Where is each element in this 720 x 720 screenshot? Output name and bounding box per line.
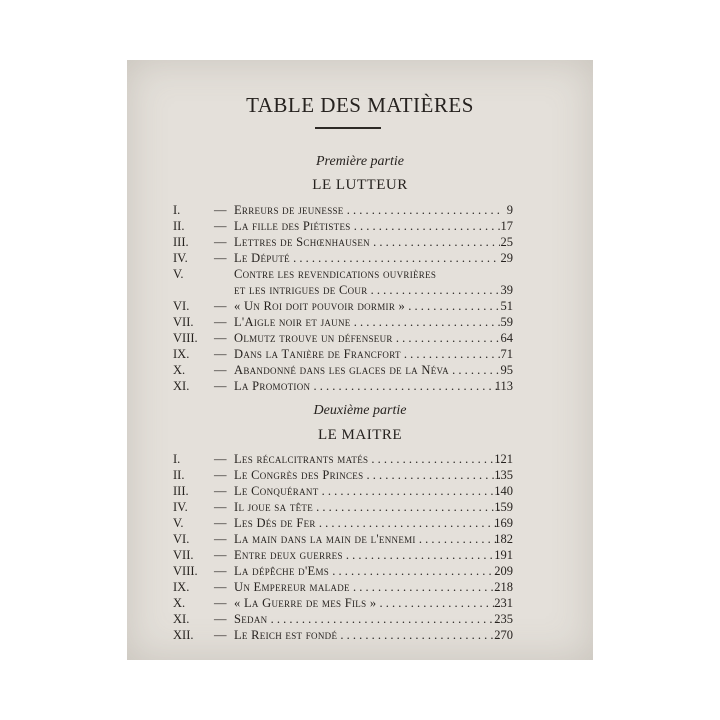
toc-entry — [127, 330, 593, 346]
chapter-number: VI. — [173, 532, 190, 546]
chapter-title: Le Reich est fondé . . . — [234, 627, 500, 643]
chapter-number: V. — [173, 516, 184, 530]
chapter-title: La main dans la main de l'ennemi . . . — [234, 531, 500, 547]
chapter-dash: — — [214, 548, 227, 562]
chapter-page: 235 — [494, 612, 513, 626]
chapter-dash: — — [214, 452, 227, 466]
toc-entry — [127, 563, 593, 579]
toc-entry — [127, 627, 593, 643]
toc-entry — [127, 451, 593, 467]
chapter-number: II. — [173, 219, 185, 233]
chapter-page: 17 — [500, 219, 513, 233]
toc-entry — [127, 298, 593, 314]
chapter-number: VIII. — [173, 331, 198, 345]
toc-entry — [127, 378, 593, 394]
chapter-number: XI. — [173, 612, 190, 626]
title-rule — [315, 127, 381, 129]
chapter-title: La Promotion . . . — [234, 378, 500, 394]
chapter-title: Un Empereur malade . . . — [234, 579, 500, 595]
toc-entry — [127, 202, 593, 218]
chapter-number: I. — [173, 203, 181, 217]
toc-entry-continued — [127, 282, 593, 298]
chapter-title: Les récalcitrants matés . . . — [234, 451, 500, 467]
toc-entry — [127, 595, 593, 611]
chapter-title: La dépêche d'Ems . . . — [234, 563, 500, 579]
chapter-title: L'Aigle noir et jaune . . . — [234, 314, 500, 330]
chapter-dash: — — [214, 580, 227, 594]
toc-entry — [127, 314, 593, 330]
chapter-page: 159 — [494, 500, 513, 514]
chapter-page: 113 — [494, 379, 513, 393]
chapter-page: 39 — [500, 283, 513, 297]
chapter-title: Abandonné dans les glaces de la Néva . . . — [234, 362, 500, 378]
chapter-title: Lettres de Schœnhausen . . . — [234, 234, 500, 250]
chapter-title: Contre les revendications ouvrières — [234, 267, 437, 281]
chapter-number: X. — [173, 596, 186, 610]
chapter-number: IV. — [173, 500, 188, 514]
chapter-number: VII. — [173, 315, 194, 329]
chapter-page: 169 — [494, 516, 513, 530]
chapter-number: IV. — [173, 251, 188, 265]
chapter-dash: — — [214, 235, 227, 249]
chapter-dash: — — [214, 299, 227, 313]
chapter-title: Sedan . . . — [234, 611, 500, 627]
page-title: TABLE DES MATIÈRES — [246, 93, 474, 117]
chapter-page: 182 — [494, 532, 513, 546]
chapter-title: « Un Roi doit pouvoir dormir » . . . — [234, 298, 500, 314]
toc-entry — [127, 531, 593, 547]
chapter-dash: — — [214, 500, 227, 514]
chapter-number: I. — [173, 452, 181, 466]
chapter-page: 121 — [494, 452, 513, 466]
chapter-dash: — — [214, 363, 227, 377]
chapter-page: 135 — [494, 468, 513, 482]
toc-entry — [127, 218, 593, 234]
chapter-page: 191 — [494, 548, 513, 562]
chapter-dash: — — [214, 315, 227, 329]
part-2-heading: LE MAITRE — [317, 427, 403, 443]
chapter-title: La fille des Piétistes . . . — [234, 218, 500, 234]
chapter-dash: — — [214, 596, 227, 610]
chapter-number: X. — [173, 363, 186, 377]
chapter-dash: — — [214, 347, 227, 361]
chapter-title: Erreurs de jeunesse . . . — [234, 202, 500, 218]
toc-entry — [127, 250, 593, 266]
part-1-label: Première partie — [316, 154, 404, 169]
part-1-heading: LE LUTTEUR — [312, 177, 408, 193]
chapter-dash: — — [214, 219, 227, 233]
chapter-title: « La Guerre de mes Fils » . . . — [234, 595, 500, 611]
chapter-dash: — — [214, 516, 227, 530]
book-page — [127, 60, 593, 660]
chapter-page: 140 — [494, 484, 513, 498]
chapter-page: 71 — [500, 347, 513, 361]
chapter-number: III. — [173, 484, 189, 498]
chapter-dash: — — [214, 628, 227, 642]
chapter-dash: — — [214, 251, 227, 265]
chapter-dash: — — [214, 612, 227, 626]
chapter-page: 95 — [500, 363, 513, 377]
toc-entry — [127, 234, 593, 250]
toc-entry — [127, 266, 593, 282]
toc-entry — [127, 515, 593, 531]
chapter-page: 209 — [494, 564, 513, 578]
chapter-page: 231 — [494, 596, 513, 610]
chapter-number: VI. — [173, 299, 190, 313]
toc-entry — [127, 611, 593, 627]
chapter-dash: — — [214, 468, 227, 482]
chapter-number: VIII. — [173, 564, 198, 578]
toc-entry — [127, 362, 593, 378]
chapter-dash: — — [214, 331, 227, 345]
chapter-title: Entre deux guerres . . . — [234, 547, 500, 563]
chapter-number: II. — [173, 468, 185, 482]
chapter-title: Olmutz trouve un défenseur . . . — [234, 330, 500, 346]
toc-entry — [127, 467, 593, 483]
chapter-title: Dans la Tanière de Francfort . . . — [234, 346, 500, 362]
chapter-page: 9 — [506, 203, 513, 217]
chapter-number: IX. — [173, 580, 190, 594]
chapter-dash: — — [214, 564, 227, 578]
chapter-number: IX. — [173, 347, 190, 361]
chapter-title: Le Congrès des Princes . . . — [234, 467, 500, 483]
chapter-page: 270 — [494, 628, 513, 642]
chapter-page: 51 — [500, 299, 513, 313]
chapter-number: III. — [173, 235, 189, 249]
chapter-dash: — — [214, 379, 227, 393]
chapter-dash: — — [214, 203, 227, 217]
chapter-dash: — — [214, 532, 227, 546]
chapter-page: 218 — [494, 580, 513, 594]
chapter-number: VII. — [173, 548, 194, 562]
chapter-page: 25 — [500, 235, 513, 249]
chapter-number: V. — [173, 267, 184, 281]
chapter-page: 59 — [500, 315, 513, 329]
chapter-title: Les Dés de Fer . . . — [234, 515, 500, 531]
toc-entry — [127, 499, 593, 515]
chapter-number: XI. — [173, 379, 190, 393]
toc-entry — [127, 483, 593, 499]
chapter-page: 29 — [500, 251, 513, 265]
toc-entry — [127, 346, 593, 362]
chapter-title: Il joue sa tête . . . — [234, 499, 500, 515]
chapter-number: XII. — [173, 628, 194, 642]
chapter-title: Le Député . . . — [234, 250, 500, 266]
toc-entry — [127, 579, 593, 595]
chapter-title: Le Conquérant . . . — [234, 483, 500, 499]
chapter-title-continued: et les intrigues de Cour . . . — [234, 282, 500, 298]
chapter-dash: — — [214, 484, 227, 498]
part-2-label: Deuxième partie — [313, 403, 407, 418]
chapter-page: 64 — [500, 331, 513, 345]
toc-entry — [127, 547, 593, 563]
